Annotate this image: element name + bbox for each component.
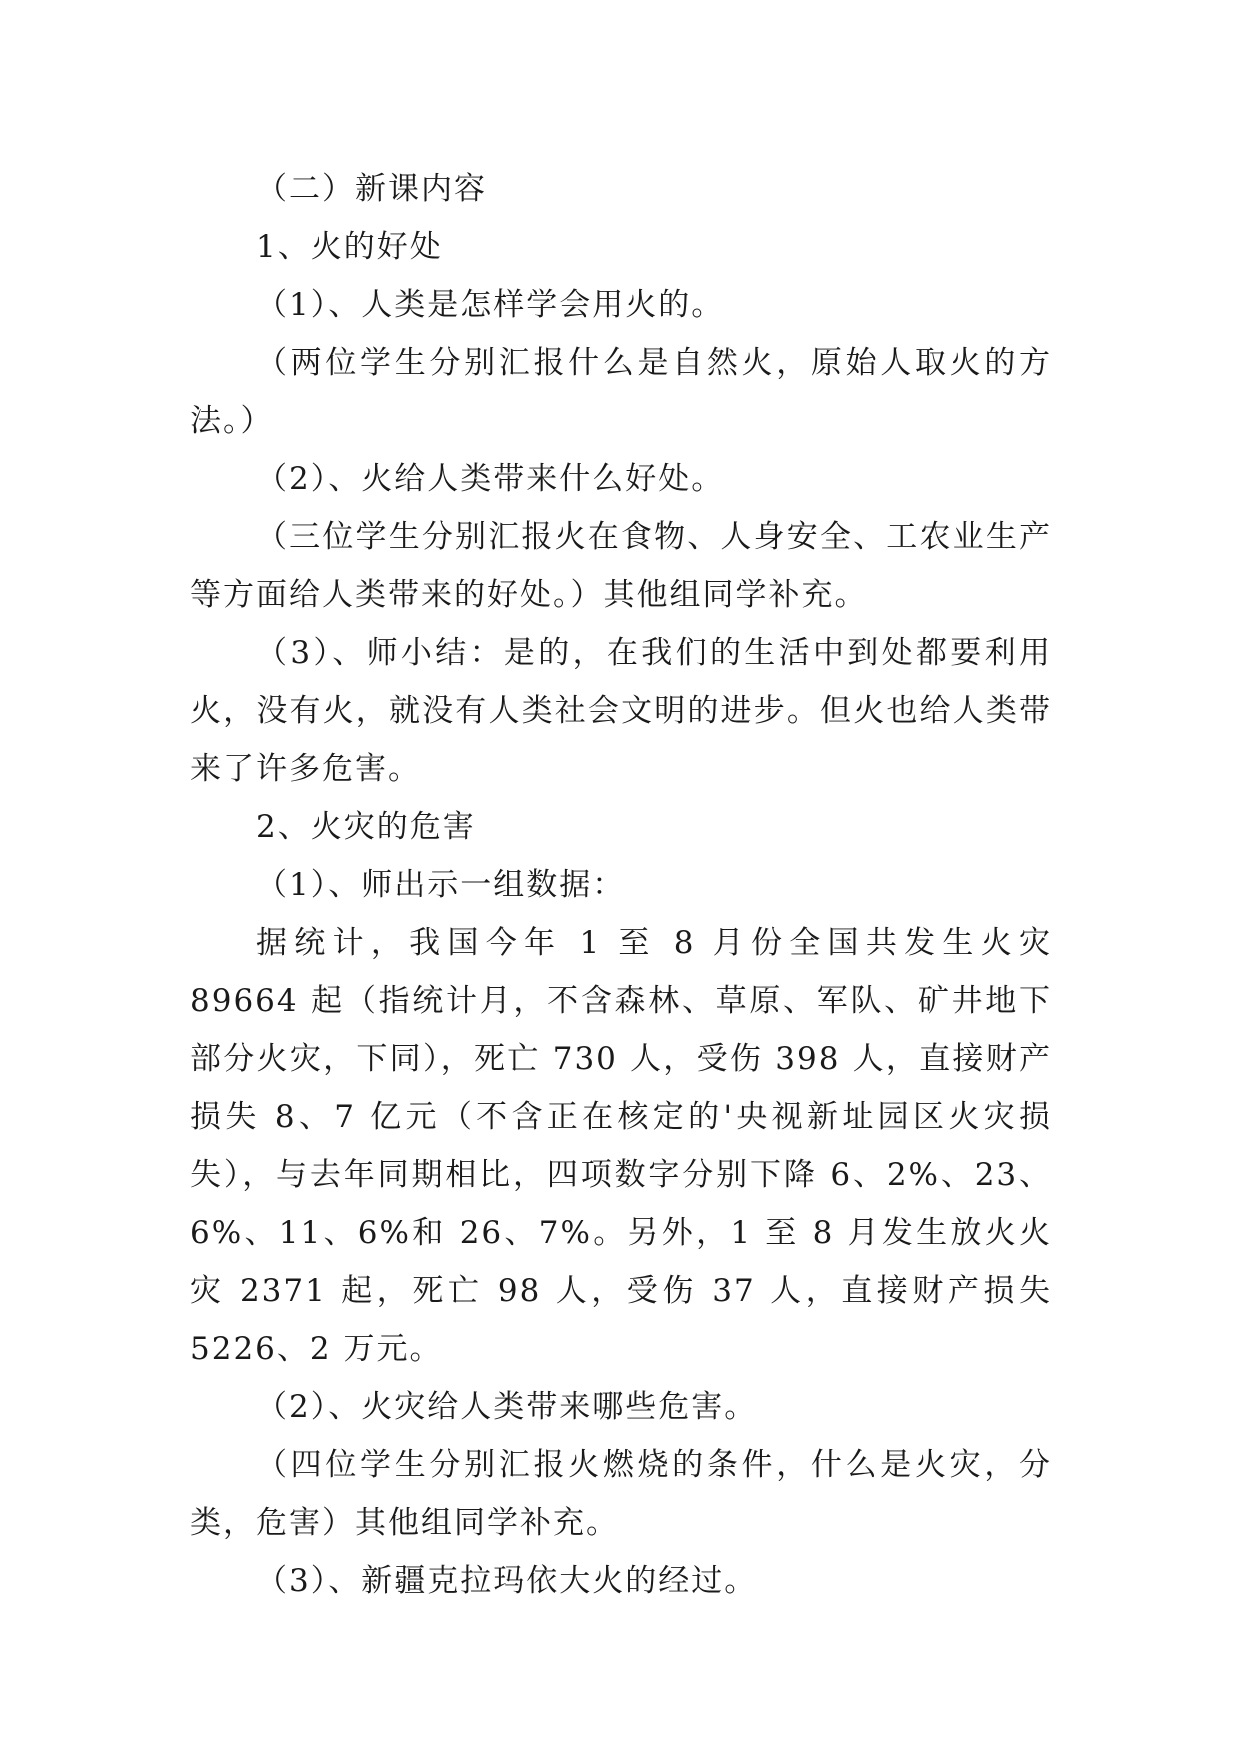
subheading-benefits-of-fire: 1、火的好处 xyxy=(256,229,443,265)
section-heading-new-lesson: （二）新课内容 xyxy=(256,171,487,207)
paragraph: （1）、师出示一组数据： xyxy=(256,867,626,903)
paragraph: （3）、新疆克拉玛依大火的经过。 xyxy=(256,1563,758,1599)
document-body xyxy=(190,160,1052,1610)
paragraph: （2）、火给人类带来什么好处。 xyxy=(256,461,725,497)
paragraph: （四位学生分别汇报火燃烧的条件，什么是火灾，分类，危害）其他组同学补充。 xyxy=(190,1447,1052,1541)
paragraph: （2）、火灾给人类带来哪些危害。 xyxy=(256,1389,758,1425)
paragraph: （3）、师小结：是的，在我们的生活中到处都要利用火，没有火，就没有人类社会文明的进步。但火也给人类带来了许多危害。 xyxy=(190,635,1052,787)
statistics-paragraph: 据统计，我国今年 1 至 8 月份全国共发生火灾 89664 起（指统计月，不含森林、草原、军队、矿井地下部分火灾，下同），死亡 730 人，受伤 398 人，直接财产损失 8、7 亿元（不含正在核定的'央视新址园区火灾损失），与去年同期相比，四项数字分别下降 6、2%、23、6%、11、6%和 26、7%。另外，1 至 8 月发生放火火灾 2371 起，死亡 98 人，受伤 37 人，直接财产损失 5226、2 万元。 xyxy=(190,925,1052,1367)
subheading-fire-hazards: 2、火灾的危害 xyxy=(256,809,476,845)
paragraph: （1）、人类是怎样学会用火的。 xyxy=(256,287,725,323)
paragraph: （三位学生分别汇报火在食物、人身安全、工农业生产等方面给人类带来的好处。）其他组同学补充。 xyxy=(190,519,1052,613)
paragraph: （两位学生分别汇报什么是自然火，原始人取火的方法。） xyxy=(190,345,1052,439)
